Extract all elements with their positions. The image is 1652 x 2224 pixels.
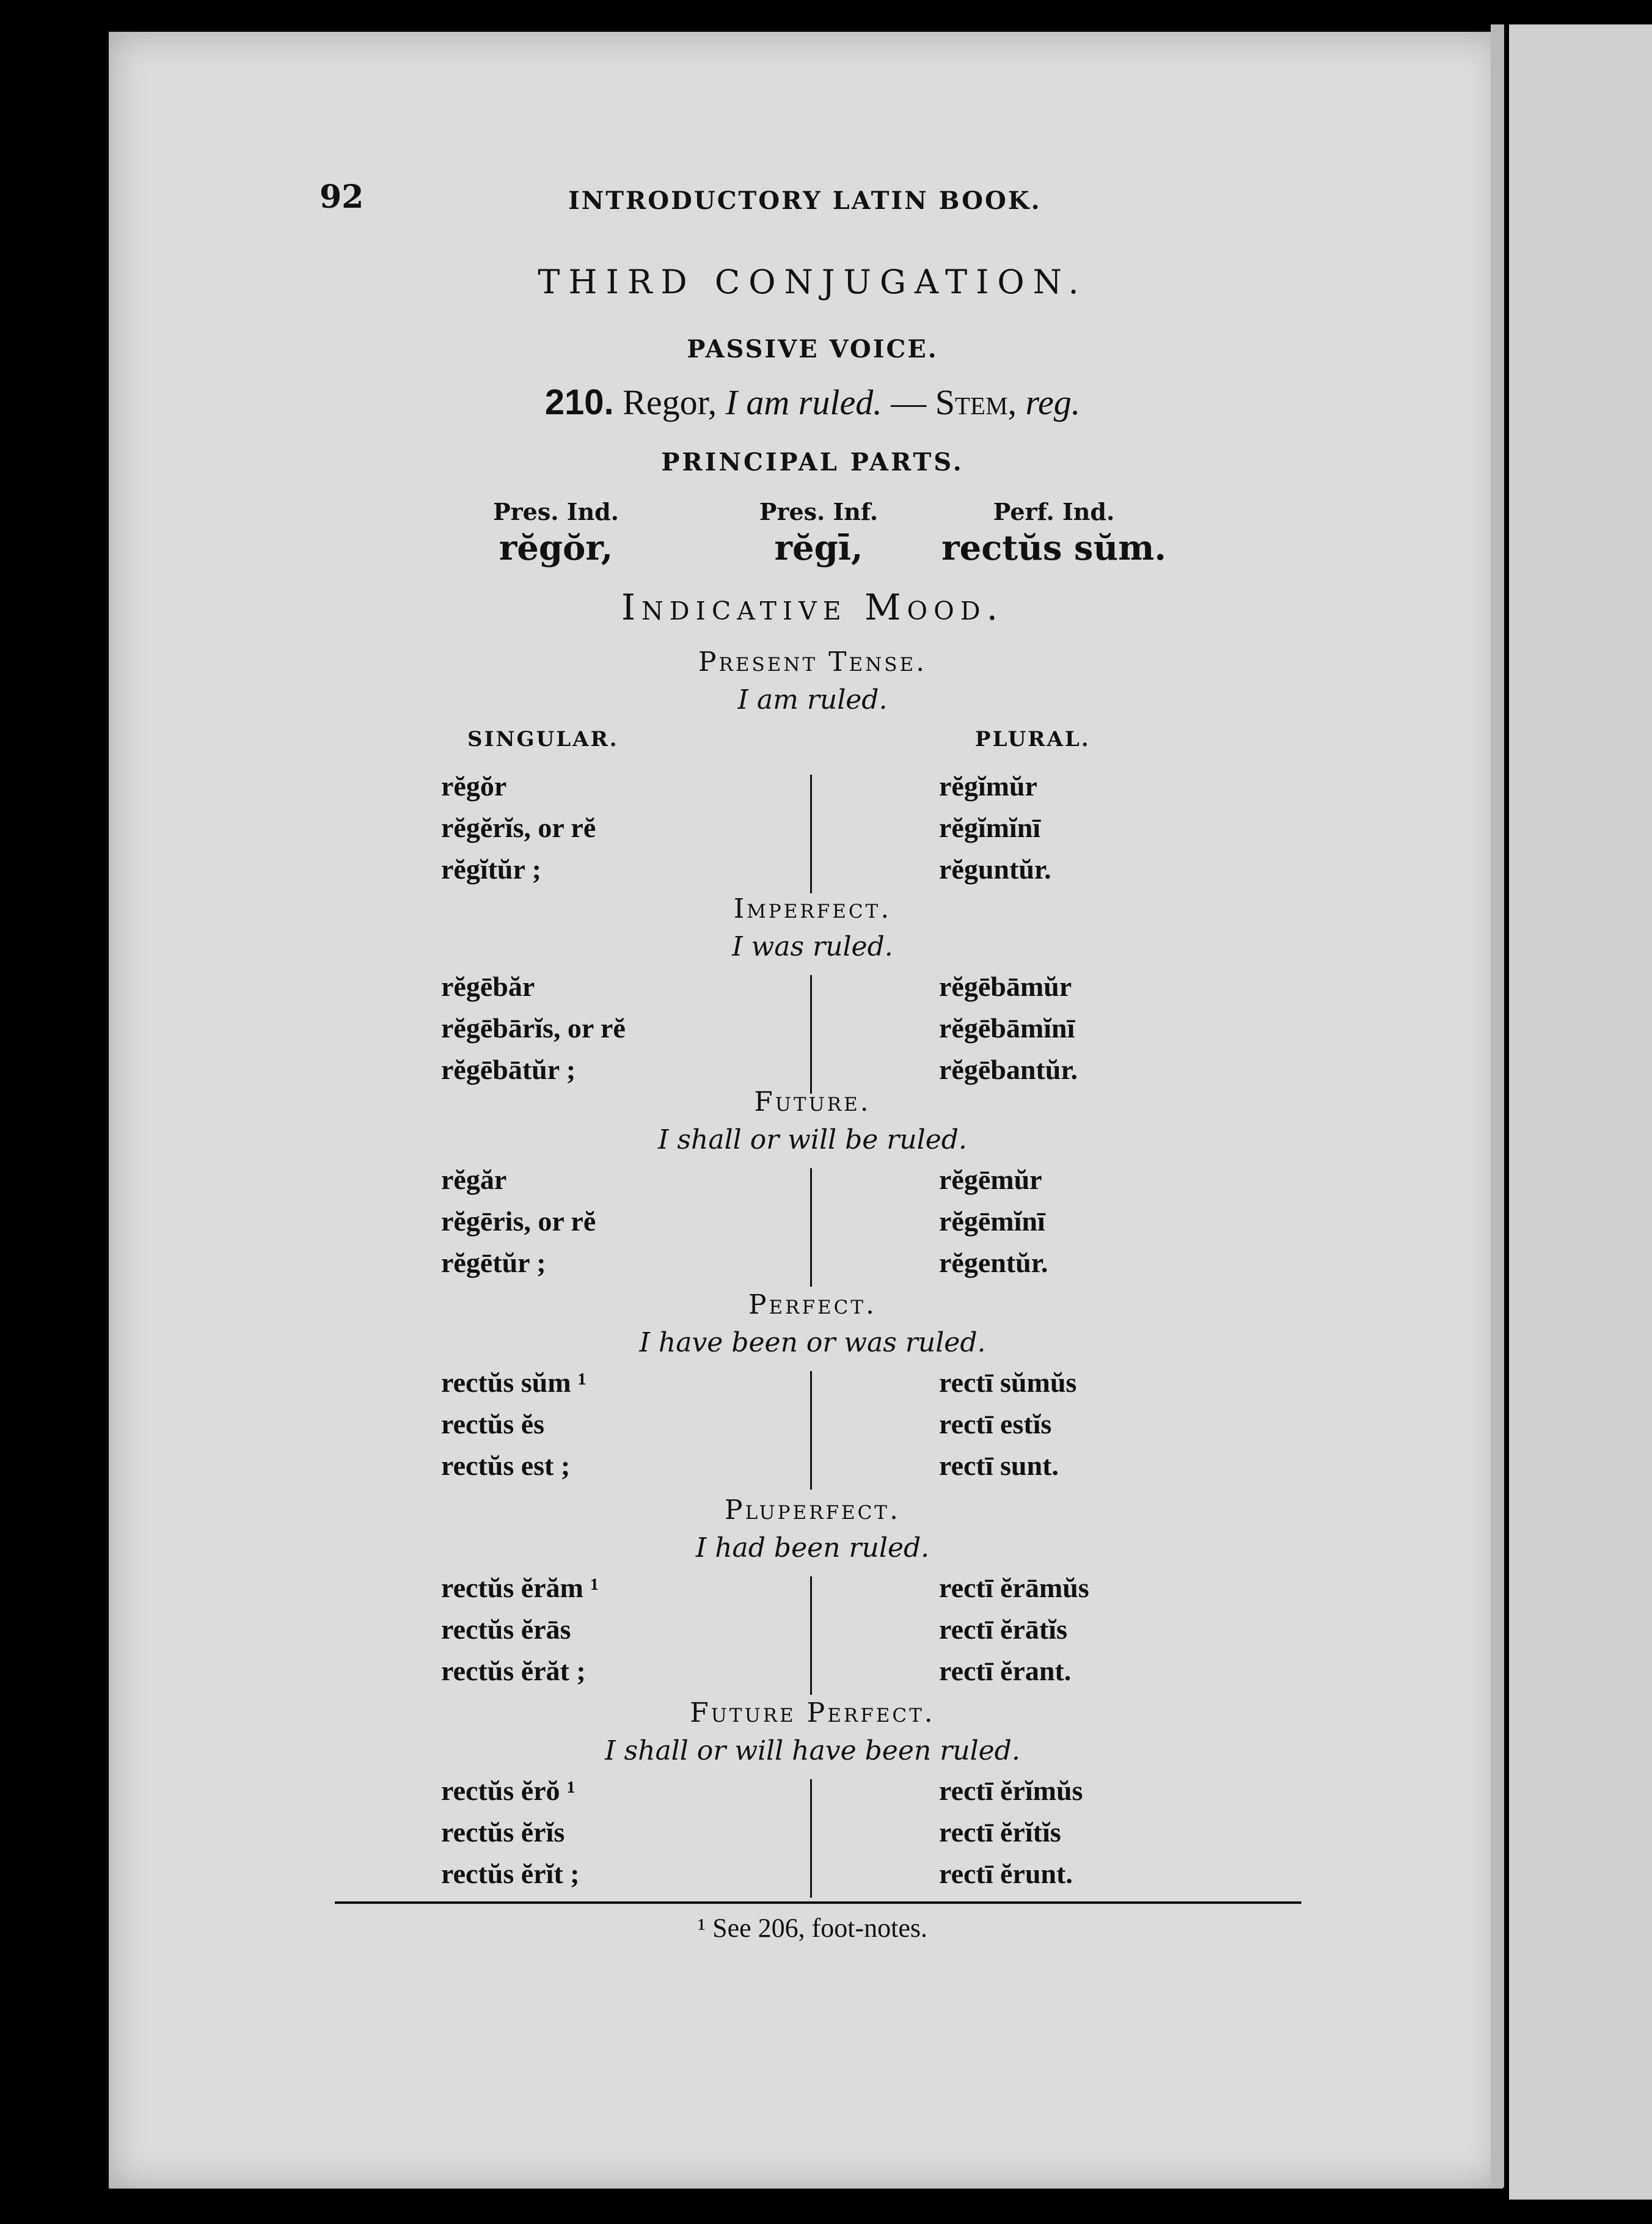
page-number: 92 [320,178,364,216]
entry-meaning: I am ruled. [725,382,882,422]
stem-value: reg. [1025,382,1081,422]
plural-form: rĕgēmŭr [939,1164,1042,1195]
singular-form: rectŭs sŭm ¹ [441,1367,587,1398]
entry-lemma: Regor, [623,382,717,422]
singular-form: rectŭs ĕrăm ¹ [441,1572,599,1603]
principal-part-label: Perf. Ind. [993,498,1115,525]
plural-form: rĕgēbāmŭr [939,971,1072,1002]
plural-form: rectī sŭmŭs [939,1367,1077,1398]
column-divider [810,775,812,893]
principal-part-form: rĕgī, [774,528,863,568]
singular-form: rectŭs ĕrăt ; [441,1655,586,1686]
singular-form: rĕgŏr [441,770,507,802]
tense-translation: I am ruled. [737,684,888,715]
singular-form: rĕgĭtŭr ; [441,854,541,885]
plural-form: rectī ĕrunt. [939,1858,1073,1889]
entry-dash: — [891,382,927,422]
chapter-title: THIRD CONJUGATION. [538,263,1087,301]
column-divider [810,975,812,1094]
plural-form: rĕgĭmŭr [939,770,1037,802]
entry-number: 210. [544,382,614,422]
running-title: INTRODUCTORY LATIN BOOK. [568,186,1042,215]
plural-form: rĕgĭmĭnī [939,812,1041,843]
tense-translation: I shall or will have been ruled. [605,1735,1020,1766]
plural-form: rĕguntŭr. [939,854,1051,885]
singular-form: rĕgēris, or rĕ [441,1205,596,1237]
column-divider [810,1168,812,1287]
column-divider [810,1576,812,1695]
column-divider [810,1779,812,1898]
singular-heading: SINGULAR. [467,727,619,752]
plural-form: rectī ĕrant. [939,1655,1072,1686]
adjacent-page [1509,24,1652,2200]
plural-form: rectī ĕrāmŭs [939,1572,1089,1603]
singular-form: rĕgăr [441,1164,507,1195]
singular-form: rectŭs ĕrĭs [441,1816,565,1848]
tense-translation: I had been ruled. [695,1532,930,1564]
column-divider [810,1371,812,1490]
principal-part-label: Pres. Ind. [493,498,619,525]
footnote: ¹ See 206, foot-notes. [697,1913,928,1943]
principal-part [715,498,923,568]
tense-translation: I was ruled. [732,931,893,962]
plural-heading: PLURAL. [975,727,1091,752]
plural-form: rectī sunt. [939,1450,1059,1481]
principal-part-label: Pres. Inf. [759,498,879,525]
plural-form: rectī ĕrĭtĭs [939,1816,1061,1848]
plural-form: rectī ĕrĭmŭs [939,1775,1083,1806]
tense-heading: Future. [754,1086,871,1117]
singular-form: rectŭs est ; [441,1450,571,1481]
tense-heading: Imperfect. [733,893,892,924]
verb-entry [183,382,1442,423]
plural-form: rĕgentŭr. [939,1247,1048,1278]
tense-heading: Pluperfect. [725,1494,901,1526]
singular-form: rectŭs ĕs [441,1408,545,1439]
plural-form: rĕgēbāmĭnī [939,1012,1075,1044]
tense-heading: Future Perfect. [690,1697,935,1728]
footnote-rule [335,1901,1301,1904]
tense-heading: Perfect. [748,1289,877,1320]
plural-form: rectī estĭs [939,1408,1052,1439]
singular-form: rĕgētŭr ; [441,1247,546,1278]
tense-translation: I shall or will be ruled. [658,1124,967,1155]
singular-form: rĕgĕrĭs, or rĕ [441,812,596,843]
page-spine [1491,24,1504,2187]
singular-form: rĕgēbăr [441,971,535,1002]
principal-part [452,498,660,568]
tense-heading: Present Tense. [698,646,927,678]
mood-heading: Indicative Mood. [621,587,1004,628]
tense-translation: I have been or was ruled. [639,1327,986,1358]
plural-form: rĕgēmĭnī [939,1205,1045,1237]
principal-part-form: rĕgŏr, [499,528,613,568]
plural-form: rĕgēbantŭr. [939,1054,1078,1085]
singular-form: rĕgēbātŭr ; [441,1054,576,1085]
principal-part-form: rectŭs sŭm. [941,528,1166,568]
singular-form: rĕgēbārĭs, or rĕ [441,1012,626,1044]
principal-part [923,498,1185,568]
singular-form: rectŭs ĕrŏ ¹ [441,1775,576,1806]
voice-heading: PASSIVE VOICE. [687,335,938,364]
plural-form: rectī ĕrātĭs [939,1614,1067,1645]
singular-form: rectŭs ĕrĭt ; [441,1858,580,1889]
singular-form: rectŭs ĕrās [441,1614,571,1645]
principal-parts-heading: PRINCIPAL PARTS. [661,448,964,477]
stem-label: Stem, [935,382,1017,422]
